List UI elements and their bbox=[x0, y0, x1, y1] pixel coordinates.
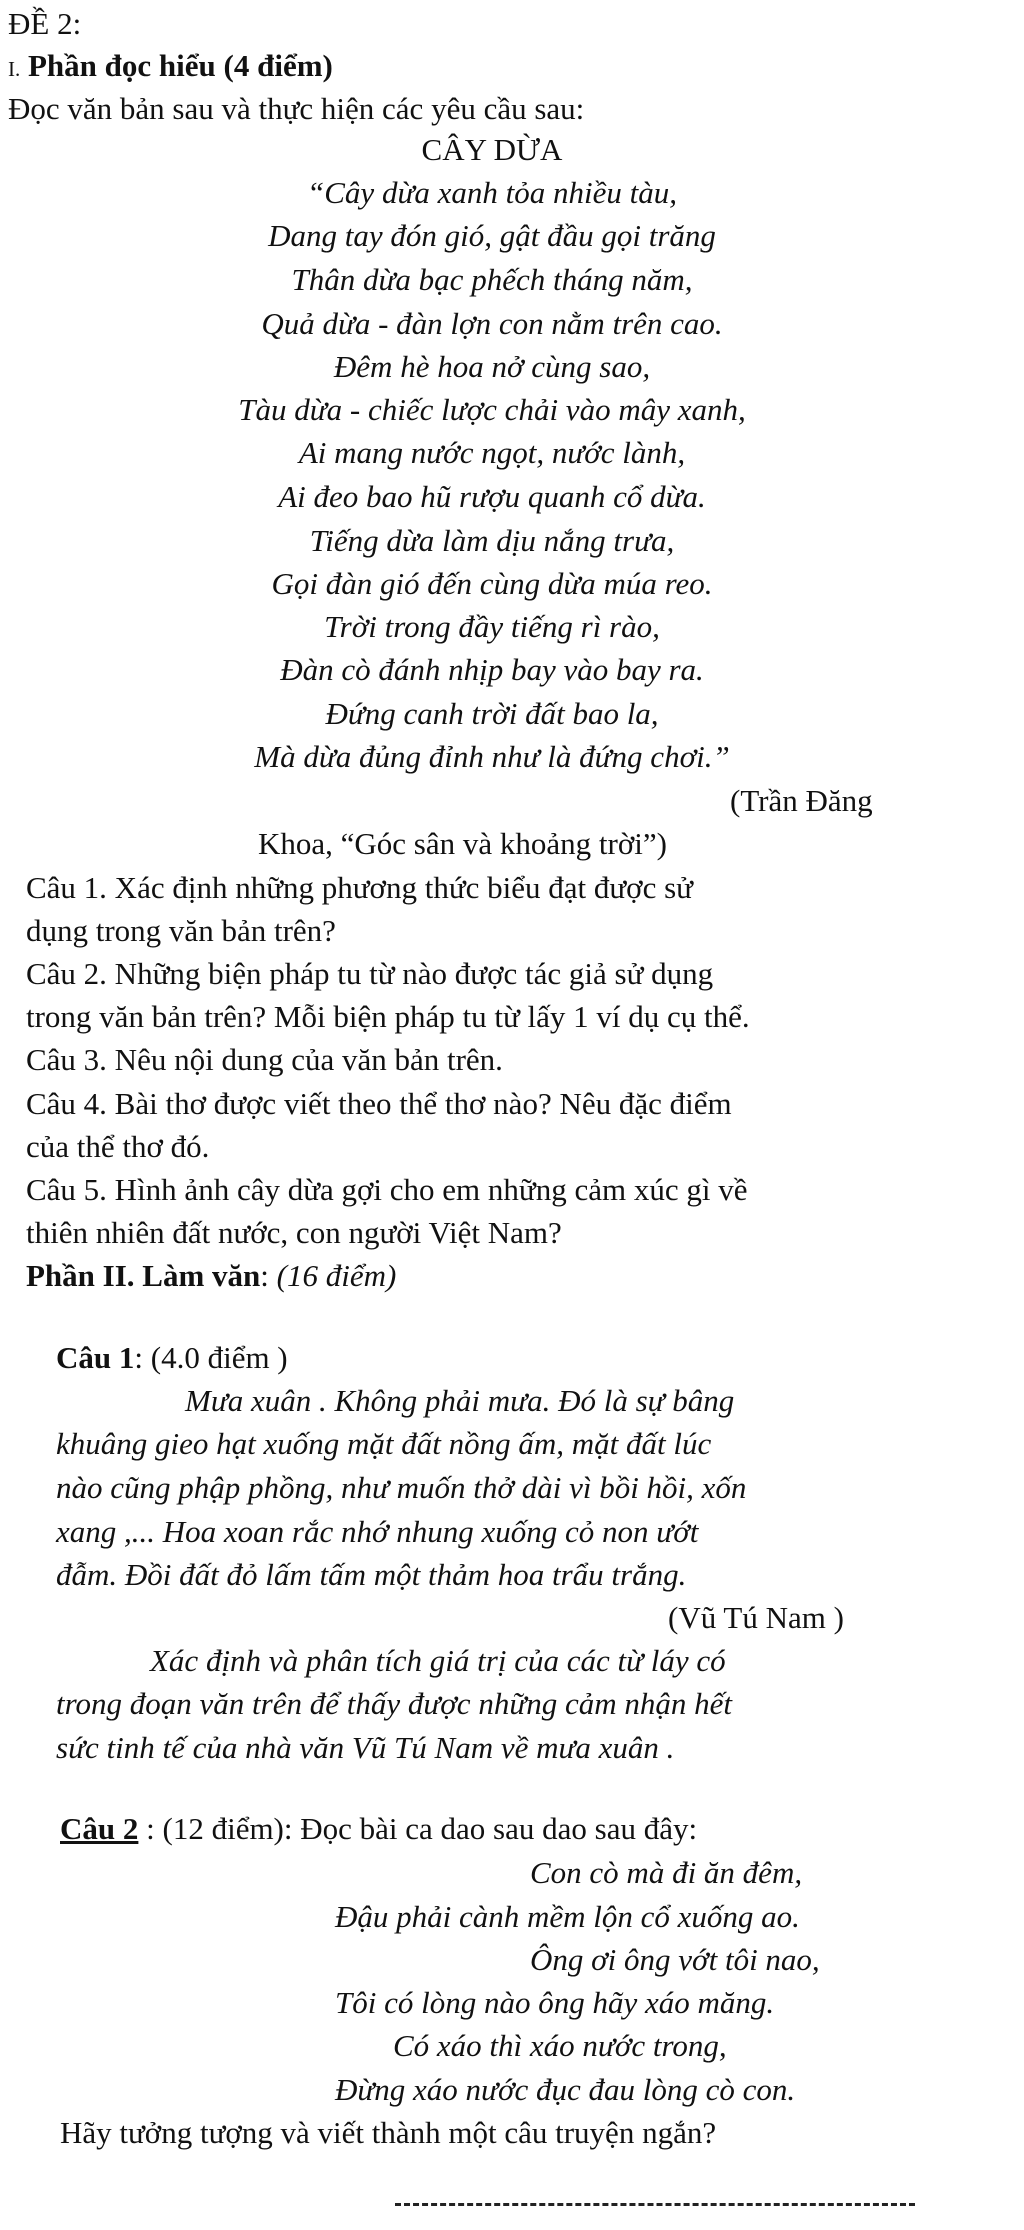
poem-line: Thân dừa bạc phếch tháng năm, bbox=[291, 262, 693, 297]
essay1-task-line: sức tinh tế của nhà văn Vũ Tú Nam về mưa xuân . bbox=[56, 1730, 675, 1765]
essay1-task-line: Xác định và phân tích giá trị của các từ láy có bbox=[150, 1643, 726, 1678]
essay1-passage-line: khuâng gieo hạt xuống mặt đất nồng ấm, mặt đất lúc bbox=[56, 1426, 712, 1461]
question-2-cont: trong văn bản trên? Mỗi biện pháp tu từ lấy 1 ví dụ cụ thể. bbox=[26, 999, 750, 1034]
question-3: Câu 3. Nêu nội dung của văn bản trên. bbox=[26, 1042, 503, 1077]
essay2-label: Câu 2 bbox=[60, 1811, 139, 1846]
part1-number: I. bbox=[8, 57, 21, 81]
ca-dao-line: Con cò mà đi ăn đêm, bbox=[530, 1855, 803, 1890]
part2-colon: : bbox=[260, 1258, 277, 1293]
poem-source-continued: Khoa, “Góc sân và khoảng trời”) bbox=[258, 826, 667, 861]
ca-dao-line: Đừng xáo nước đục đau lòng cò con. bbox=[335, 2072, 796, 2107]
poem-title: CÂY DỪA bbox=[421, 132, 563, 167]
essay2-heading bbox=[60, 1813, 1024, 1844]
poem-line: Mà dừa đủng đỉnh như là đứng chơi.” bbox=[254, 739, 730, 774]
question-4: Câu 4. Bài thơ được viết theo thể thơ nào? Nêu đặc điểm bbox=[26, 1086, 732, 1121]
question-5: Câu 5. Hình ảnh cây dừa gợi cho em những cảm xúc gì về bbox=[26, 1172, 748, 1207]
ca-dao-line: Đậu phải cành mềm lộn cổ xuống ao. bbox=[335, 1899, 800, 1934]
instruction: Đọc văn bản sau và thực hiện các yêu cầu sau: bbox=[8, 91, 585, 126]
part2-heading bbox=[26, 1260, 1024, 1291]
question-4-cont: của thể thơ đó. bbox=[26, 1129, 210, 1164]
essay1-heading bbox=[56, 1342, 1024, 1373]
exam-title: ĐỀ 2: bbox=[8, 6, 82, 41]
essay1-task-line: trong đoạn văn trên để thấy được những cảm nhận hết bbox=[56, 1686, 732, 1721]
part2-points: (16 điểm) bbox=[276, 1258, 397, 1293]
end-divider bbox=[395, 2203, 915, 2206]
essay2-task: Hãy tưởng tượng và viết thành một câu truyện ngắn? bbox=[60, 2115, 717, 2150]
essay1-label: Câu 1 bbox=[56, 1340, 135, 1375]
question-1: Câu 1. Xác định những phương thức biểu đạt được sử bbox=[26, 870, 693, 905]
essay1-passage-line: đẫm. Đồi đất đỏ lấm tấm một thảm hoa trẩu trắng. bbox=[56, 1557, 687, 1592]
poem-line: Đêm hè hoa nở cùng sao, bbox=[333, 349, 651, 384]
poem-line: Ai mang nước ngọt, nước lành, bbox=[298, 435, 686, 470]
ca-dao-line: Có xáo thì xáo nước trong, bbox=[393, 2028, 727, 2063]
poem-line: “Cây dừa xanh tỏa nhiều tàu, bbox=[307, 175, 677, 210]
essay1-passage-line: Mưa xuân . Không phải mưa. Đó là sự bâng bbox=[185, 1383, 735, 1418]
part1-heading bbox=[8, 50, 1024, 81]
essay1-author: (Vũ Tú Nam ) bbox=[668, 1600, 844, 1635]
question-1-cont: dụng trong văn bản trên? bbox=[26, 913, 336, 948]
ca-dao-line: Tôi có lòng nào ông hãy xáo măng. bbox=[335, 1985, 775, 2020]
poem-line: Tàu dừa - chiếc lược chải vào mây xanh, bbox=[238, 392, 746, 427]
poem-line: Quả dừa - đàn lợn con nằm trên cao. bbox=[261, 306, 723, 341]
question-5-cont: thiên nhiên đất nước, con người Việt Nam? bbox=[26, 1215, 562, 1250]
part1-title: Phần đọc hiểu (4 điểm) bbox=[28, 48, 333, 83]
poem-line: Gọi đàn gió đến cùng dừa múa reo. bbox=[271, 566, 713, 601]
essay1-points: : (4.0 điểm ) bbox=[134, 1340, 288, 1375]
essay2-points: : (12 điểm): Đọc bài ca dao sau dao sau đây: bbox=[138, 1811, 698, 1846]
poem-line: Ai đeo bao hũ rượu quanh cổ dừa. bbox=[278, 479, 706, 514]
poem-line: Đàn cò đánh nhịp bay vào bay ra. bbox=[280, 652, 704, 687]
part2-title: Phần II. Làm văn bbox=[26, 1258, 261, 1293]
poem-source: (Trần Đăng bbox=[730, 783, 873, 818]
ca-dao-line: Ông ơi ông vớt tôi nao, bbox=[530, 1942, 820, 1977]
poem-line: Trời trong đầy tiếng rì rào, bbox=[324, 609, 660, 644]
poem-line: Tiếng dừa làm dịu nắng trưa, bbox=[309, 523, 675, 558]
essay1-passage-line: xang ,... Hoa xoan rắc nhớ nhung xuống cỏ non ướt bbox=[56, 1514, 699, 1549]
question-2: Câu 2. Những biện pháp tu từ nào được tác giả sử dụng bbox=[26, 956, 714, 991]
poem-line: Dang tay đón gió, gật đầu gọi trăng bbox=[268, 218, 716, 253]
poem-line: Đứng canh trời đất bao la, bbox=[325, 696, 659, 731]
essay1-passage-line: nào cũng phập phồng, như muốn thở dài vì bồi hồi, xốn bbox=[56, 1470, 747, 1505]
